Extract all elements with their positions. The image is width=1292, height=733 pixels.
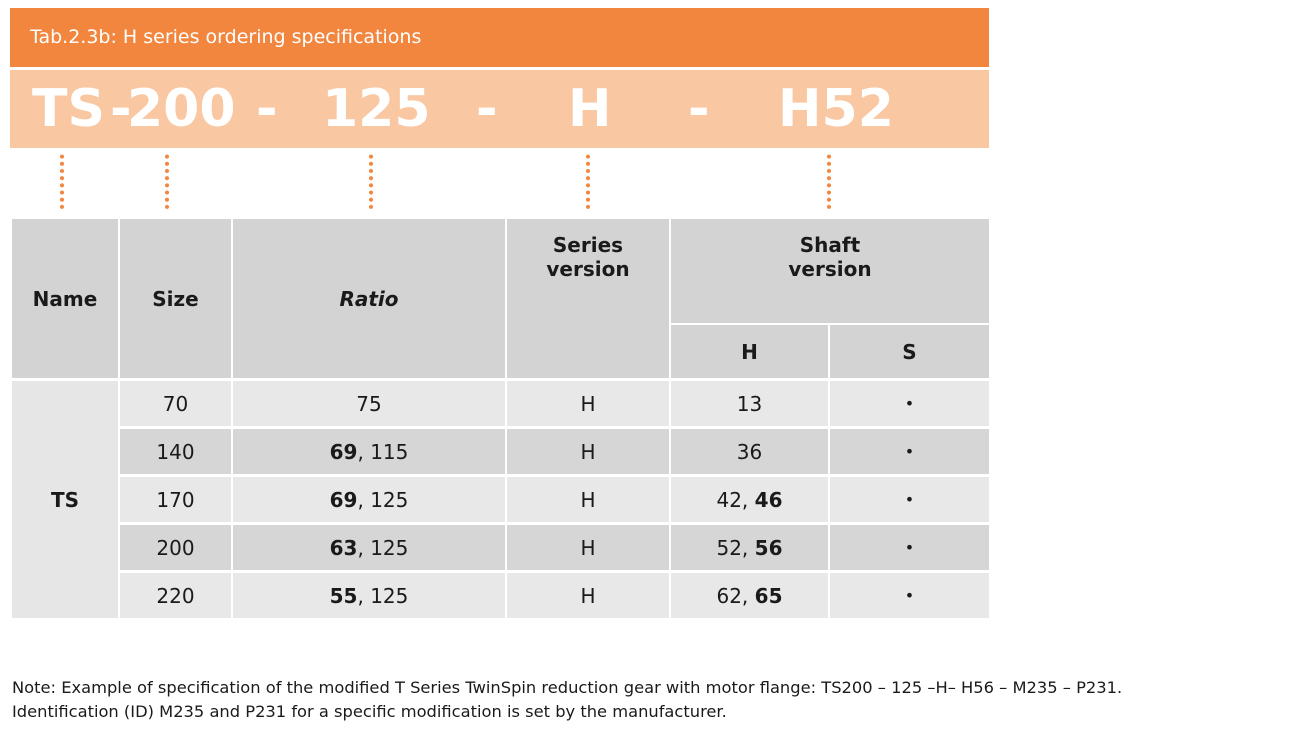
table-row-4-size: 200 xyxy=(120,525,231,570)
connector-shaft xyxy=(827,153,831,211)
table-row-2-ratio: 69, 115 xyxy=(233,429,505,474)
code-series: H xyxy=(568,79,612,139)
code-dash-2: - xyxy=(256,79,278,139)
connector-size xyxy=(165,153,169,211)
table-row-4-ratio: 63, 125 xyxy=(233,525,505,570)
table-row-1-ratio: 75 xyxy=(233,381,505,426)
table-row-3-shaft-h: 42, 46 xyxy=(671,477,828,522)
table-row-3-size: 170 xyxy=(120,477,231,522)
ordering-code-bar xyxy=(10,70,989,148)
table-row-1-shaft-h: 13 xyxy=(671,381,828,426)
header-shaft-version xyxy=(671,219,989,323)
table-row-4-series: H xyxy=(507,525,669,570)
header-shaft-h xyxy=(671,325,828,378)
table-row-2-size: 140 xyxy=(120,429,231,474)
table-row-4-shaft-h: 52, 56 xyxy=(671,525,828,570)
table-row-4-shaft-s: • xyxy=(830,525,989,570)
table-row-5-size: 220 xyxy=(120,573,231,618)
table-row-5-shaft-h: 62, 65 xyxy=(671,573,828,618)
code-dash-1: - xyxy=(110,79,132,139)
footnote-line-1: Note: Example of specification of the modified T Series TwinSpin reduction gear with motor flange: TS200 – 125 –H– H56 – M235 – P231. xyxy=(12,678,1123,697)
table-row-2-shaft-h: 36 xyxy=(671,429,828,474)
header-name-label: Name xyxy=(32,286,98,311)
footnote-line-2: Identification (ID) M235 and P231 for a specific modification is set by the manufacturer. xyxy=(12,702,727,721)
table-row-5-shaft-s: • xyxy=(830,573,989,618)
header-size-label: Size xyxy=(152,286,199,311)
header-shaft-s-label: S xyxy=(902,339,917,364)
table-row-3-shaft-s: • xyxy=(830,477,989,522)
name-cell xyxy=(12,381,118,618)
code-size: 200 xyxy=(127,79,236,139)
header-shaft-h-label: H xyxy=(741,339,758,364)
table-row-3-series: H xyxy=(507,477,669,522)
connector-name xyxy=(60,153,64,211)
table-row-1-shaft-s: • xyxy=(830,381,989,426)
table-row-1-series: H xyxy=(507,381,669,426)
table-row-5-ratio: 55, 125 xyxy=(233,573,505,618)
header-name xyxy=(12,219,118,378)
table-title: Tab.2.3b: H series ordering specifications xyxy=(10,8,989,67)
code-name: TS xyxy=(32,79,105,139)
table-row-5-series: H xyxy=(507,573,669,618)
header-series-version xyxy=(507,219,669,378)
table-row-2-series: H xyxy=(507,429,669,474)
code-dash-3: - xyxy=(476,79,498,139)
footnote xyxy=(12,676,1292,724)
header-size xyxy=(120,219,231,378)
header-ratio-label: Ratio xyxy=(339,286,399,311)
code-shaft: H52 xyxy=(778,79,894,139)
code-ratio: 125 xyxy=(322,79,431,139)
header-shaft-version-label: Shaft version xyxy=(788,233,872,281)
code-dash-4: - xyxy=(688,79,710,139)
header-series-version-label: Series version xyxy=(546,233,630,281)
header-ratio xyxy=(233,219,505,378)
connector-ratio xyxy=(369,153,373,211)
name-value: TS xyxy=(50,487,80,512)
table-row-1-size: 70 xyxy=(120,381,231,426)
header-shaft-s xyxy=(830,325,989,378)
connector-series xyxy=(586,153,590,211)
table-row-3-ratio: 69, 125 xyxy=(233,477,505,522)
table-row-2-shaft-s: • xyxy=(830,429,989,474)
